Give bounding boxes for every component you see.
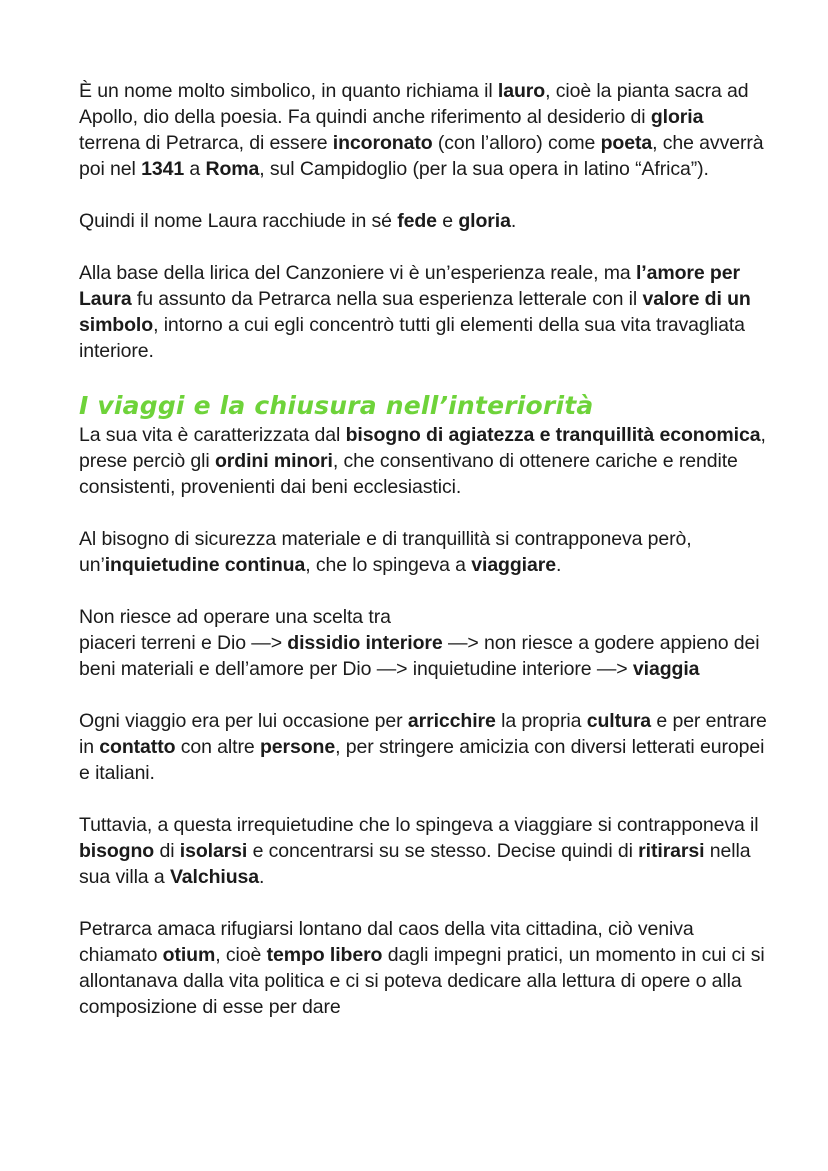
text-run: (con l’alloro) come xyxy=(432,132,601,154)
paragraph xyxy=(79,812,769,890)
paragraph xyxy=(79,604,769,682)
bold-text: bisogno di agiatezza e tranquillità economica xyxy=(345,424,761,446)
text-run: . xyxy=(510,210,517,232)
bold-text: l’amore per Laura xyxy=(79,262,740,310)
text-run: terrena di Petrarca, di essere xyxy=(79,132,333,154)
document-page xyxy=(79,78,769,1046)
text-run: Quindi il nome Laura racchiude in sé xyxy=(79,210,398,232)
bold-text: incoronato xyxy=(332,132,433,154)
bold-text: Roma xyxy=(205,158,260,180)
bold-text: ordini minori xyxy=(214,450,333,472)
bold-text: poeta xyxy=(600,132,653,154)
text-run: È un nome molto simbolico, in quanto richiama il xyxy=(79,80,498,102)
paragraph xyxy=(79,526,769,578)
section-heading: I viaggi e la chiusura nell’interiorità xyxy=(79,391,594,420)
bold-text: Valchiusa xyxy=(169,866,260,888)
paragraph xyxy=(79,422,769,500)
text-run: , per stringere amicizia con diversi letterati europei e italiani. xyxy=(79,736,765,784)
paragraph xyxy=(79,208,769,234)
paragraph xyxy=(79,708,769,786)
text-run: Al bisogno di sicurezza materiale e di tranquillità si contrapponeva però, un’ xyxy=(79,528,692,576)
paragraph xyxy=(79,260,769,364)
paragraph xyxy=(79,916,769,1020)
text-run: dagli impegni pratici, un momento in cui ci si allontanava dalla vita politica e ci si poteva dedicare alla lettura di opere o alla composizione di esse per dare xyxy=(79,944,765,1018)
bold-text: arricchire xyxy=(407,710,496,732)
text-run: Petrarca amaca rifugiarsi lontano dal caos della vita cittadina, ciò veniva chiamato xyxy=(79,918,694,966)
bold-text: viaggia xyxy=(632,658,700,680)
bold-text: fede xyxy=(397,210,437,232)
text-run: di xyxy=(154,840,180,862)
text-run: , intorno a cui egli concentrò tutti gli elementi della sua vita travagliata interiore. xyxy=(79,314,745,362)
text-run: , cioè la pianta sacra ad Apollo, dio della poesia. Fa quindi anche riferimento al desiderio di xyxy=(79,80,749,128)
bold-text: persone xyxy=(259,736,336,758)
section-paragraphs xyxy=(79,422,769,1020)
bold-text: valore di un simbolo xyxy=(79,288,751,336)
text-run: a xyxy=(184,158,206,180)
bold-text: inquietudine continua xyxy=(104,554,306,576)
text-run: Alla base della lirica del Canzoniere vi è un’esperienza reale, ma xyxy=(79,262,636,284)
bold-text: otium xyxy=(162,944,216,966)
text-run: Non riesce ad operare una scelta tra xyxy=(79,606,391,628)
paragraph xyxy=(79,78,769,182)
bold-text: dissidio interiore xyxy=(287,632,443,654)
bold-text: ritirarsi xyxy=(638,840,705,862)
text-run: Ogni viaggio era per lui occasione per xyxy=(79,710,408,732)
bold-text: lauro xyxy=(497,80,546,102)
text-run: , che lo spingeva a xyxy=(305,554,472,576)
bold-text: bisogno xyxy=(79,840,155,862)
text-run: , prese perciò gli xyxy=(79,424,766,472)
intro-paragraphs xyxy=(79,78,769,364)
bold-text: viaggiare xyxy=(471,554,556,576)
text-run: piaceri terreni e Dio —> xyxy=(79,632,288,654)
text-run: La sua vita è caratterizzata dal xyxy=(79,424,346,446)
text-run: e xyxy=(436,210,459,232)
bold-text: 1341 xyxy=(141,158,185,180)
text-run: , che avverrà poi nel xyxy=(79,132,764,180)
text-run: . xyxy=(259,866,265,888)
bold-text: cultura xyxy=(586,710,652,732)
text-run: , che consentivano di ottenere cariche e rendite consistenti, provenienti dai beni ecclesiastici. xyxy=(79,450,738,498)
text-run: , cioè xyxy=(215,944,267,966)
text-run: nella sua villa a xyxy=(79,840,751,888)
text-run: fu assunto da Petrarca nella sua esperienza letterale con il xyxy=(131,288,643,310)
text-run: con altre xyxy=(175,736,260,758)
text-run: —> non riesce a godere appieno dei beni materiali e dell’amore per Dio —> inquietudine interiore —> xyxy=(79,632,760,680)
text-run: . xyxy=(555,554,562,576)
bold-text: gloria xyxy=(650,106,704,128)
text-run: e concentrarsi su se stesso. Decise quindi di xyxy=(247,840,639,862)
bold-text: gloria xyxy=(458,210,511,232)
text-run: e per entrare in xyxy=(79,710,767,758)
text-run: la propria xyxy=(495,710,587,732)
bold-text: contatto xyxy=(99,736,176,758)
bold-text: tempo libero xyxy=(266,944,383,966)
text-run: Tuttavia, a questa irrequietudine che lo spingeva a viaggiare si contrapponeva il xyxy=(79,814,759,836)
text-run: , sul Campidoglio (per la sua opera in latino “Africa”). xyxy=(259,158,709,180)
bold-text: isolarsi xyxy=(179,840,248,862)
